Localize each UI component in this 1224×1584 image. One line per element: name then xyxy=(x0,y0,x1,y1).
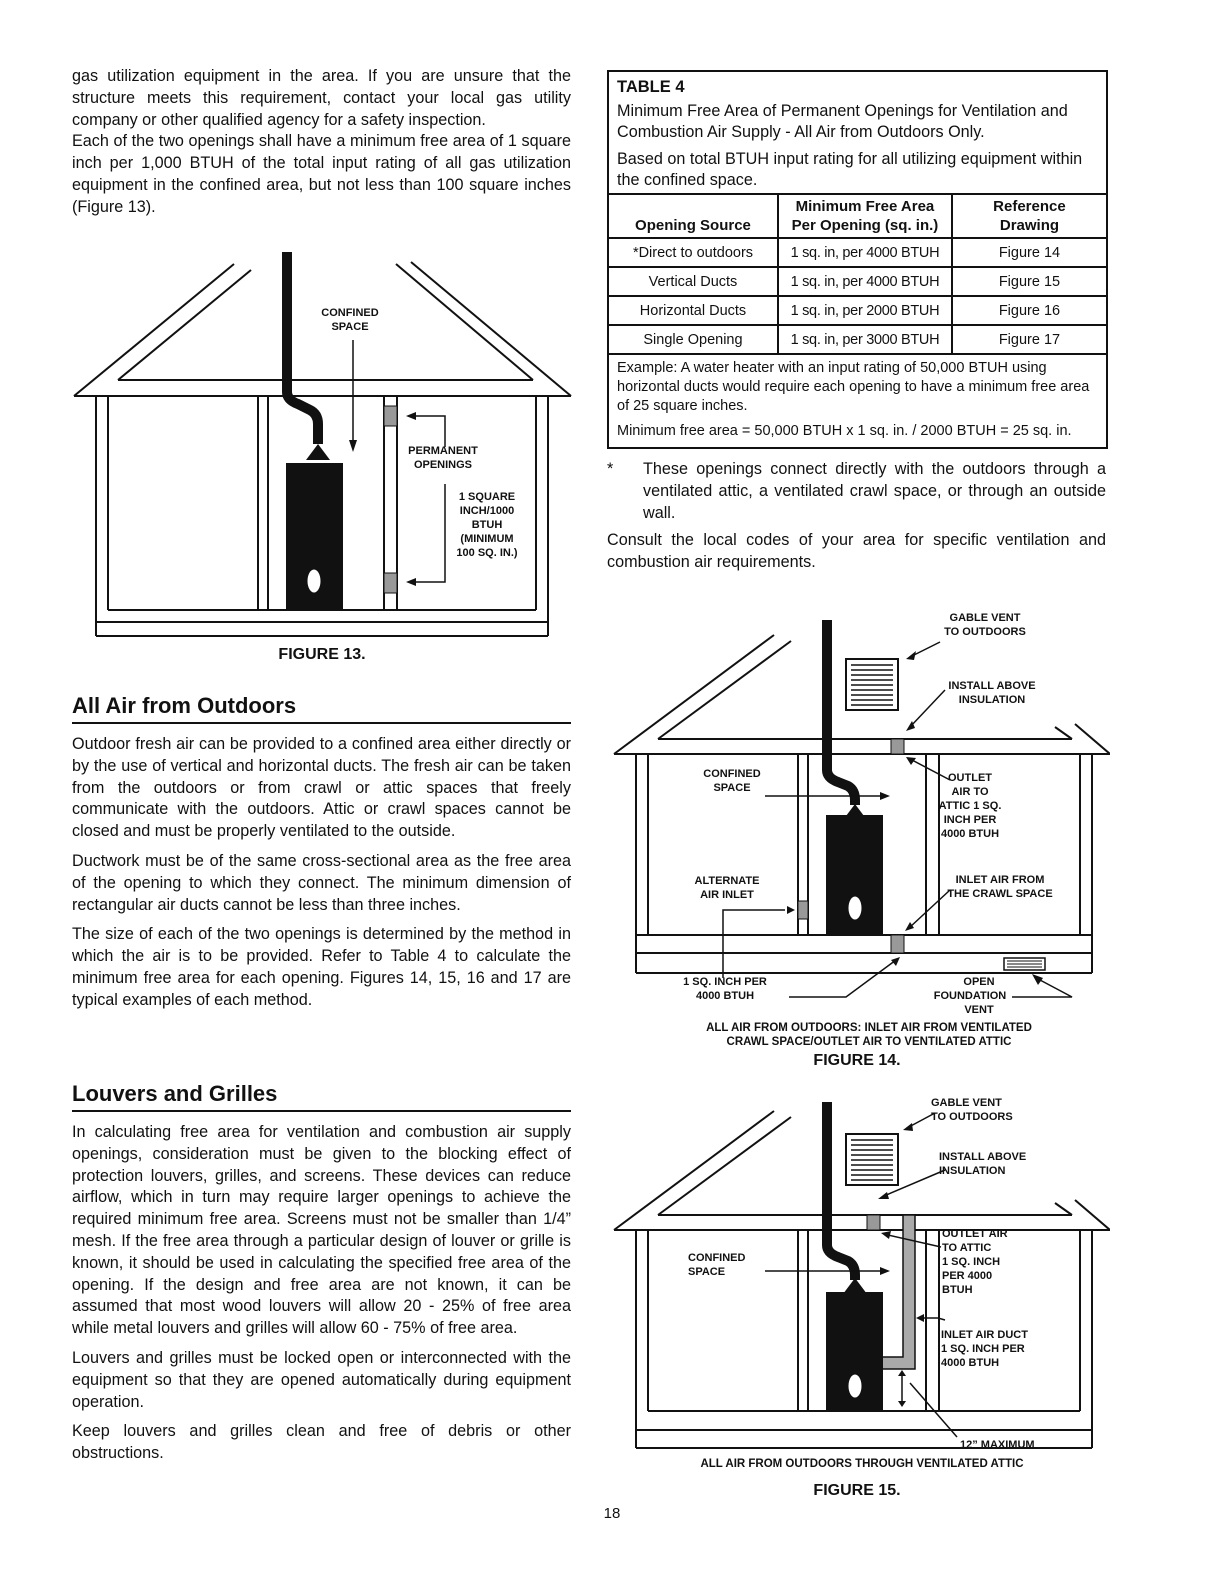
table-header-row xyxy=(609,194,1106,238)
flame-icon xyxy=(848,896,862,920)
intro-paragraph-2: Each of the two openings shall have a minimum free area of 1 square inch per 1,000 BTUH of the total input rating of all gas utilization equipment in the confined area, but not less than 100 square inches (Figure 13). xyxy=(72,132,571,216)
cell-drawing: Figure 17 xyxy=(952,325,1106,354)
label-outlet-2: AIR TO xyxy=(951,786,989,798)
heading-all-air-from-outdoors: All Air from Outdoors xyxy=(72,692,571,724)
figure-14-title: FIGURE 14. xyxy=(813,1052,901,1069)
label-to-outdoors: TO OUTDOORS xyxy=(931,1111,1013,1123)
label-insulation: INSULATION xyxy=(939,1165,1006,1177)
header-min-free-area xyxy=(778,194,952,238)
figure-15-caption: ALL AIR FROM OUTDOORS THROUGH VENTILATED ATTIC xyxy=(700,1458,1024,1470)
label-inlet-air: INLET AIR FROM xyxy=(955,874,1045,886)
label-4000-btuh: 4000 BTUH xyxy=(695,990,755,1002)
label-12-maximum: 12” MAXIMUM xyxy=(960,1439,1035,1451)
cell-area: 1 sq. in, per 4000 BTUH xyxy=(778,238,952,267)
label-size-5: 100 SQ. IN.) xyxy=(456,547,518,559)
section-all-air-from-outdoors xyxy=(72,692,571,1020)
figure-13-drawing xyxy=(72,250,572,650)
table-row xyxy=(609,267,1106,296)
label-size-3: BTUH xyxy=(471,519,503,531)
label-outlet-4: INCH PER xyxy=(943,814,997,826)
permanent-opening-bottom xyxy=(384,573,397,593)
crawl-opening xyxy=(891,935,904,953)
consult-paragraph: Consult the local codes of your area for specific ventilation and combustion air requirements. xyxy=(607,531,1106,572)
figure-14-caption-2: CRAWL SPACE/OUTLET AIR TO VENTILATED ATTIC xyxy=(726,1036,1012,1048)
table-4-basis: Based on total BTUH input rating for all utilizing equipment within the confined space. xyxy=(617,150,1083,189)
label-permanent: PERMANENT xyxy=(408,445,478,457)
louvers-paragraph-1: In calculating free area for ventilation and combustion air supply openings, consideration must be given to the blocking effect of protection louvers, grilles, and screens. These devices can reduce airflow, which in turn may require larger openings to achieve the required minimum free area. Screens must not be smaller than 1/4” mesh. If the free area through a particular design of louver or grille is known, it should be used in calculating the specified free area of the opening. If the design and free area are not known, it can be assumed that most wood louvers will allow 20 - 25% of free area while metal louvers and grilles will allow 60 - 75% of free area. xyxy=(72,1123,571,1338)
table-row xyxy=(609,238,1106,267)
label-confined: CONFINED xyxy=(703,768,761,780)
right-column xyxy=(607,70,1106,582)
left-column xyxy=(72,66,571,227)
label-crawl-space: THE CRAWL SPACE xyxy=(947,888,1053,900)
figure-14-drawing xyxy=(600,605,1110,1050)
all-air-paragraph-1: Outdoor fresh air can be provided to a confined area either directly or by the use of vertical and horizontal ducts. The fresh air can be taken from the outdoors or from crawl or attic spaces that freely communicate with the outdoors. Attic or crawl spaces cannot be closed and must be properly ventilated to the outside. xyxy=(72,735,571,841)
label-outlet-3: 1 SQ. INCH xyxy=(942,1256,1001,1268)
figure-15-drawing xyxy=(600,1085,1110,1475)
figure-13 xyxy=(72,250,572,650)
cell-area: 1 sq. in, per 3000 BTUH xyxy=(778,325,952,354)
label-duct-1: INLET AIR DUCT xyxy=(941,1329,1028,1341)
header-reference-drawing xyxy=(952,194,1106,238)
figure-13-title: FIGURE 13. xyxy=(278,646,366,663)
label-gable-vent: GABLE VENT xyxy=(931,1097,1002,1109)
louvers-paragraph-3: Keep louvers and grilles clean and free of debris or other obstructions. xyxy=(72,1422,571,1463)
alternate-opening xyxy=(798,901,808,919)
cell-source: *Direct to outdoors xyxy=(609,238,778,267)
label-install-above: INSTALL ABOVE xyxy=(939,1151,1027,1163)
all-air-paragraph-2: Ductwork must be of the same cross-sectional area as the free area of the opening to which they connect. The minimum dimension of rectangular air ducts cannot be less than three inches. xyxy=(72,851,571,914)
label-space: SPACE xyxy=(331,321,369,333)
attic-opening xyxy=(891,739,904,754)
footnote-marker: * xyxy=(607,460,614,478)
cell-area: 1 sq. in, per 4000 BTUH xyxy=(778,267,952,296)
label-install-above: INSTALL ABOVE xyxy=(948,680,1036,692)
table-4-example: Example: A water heater with an input rating of 50,000 BTUH using horizontal ducts would require each opening to have a minimum free area of 25 square inches. xyxy=(617,360,1090,414)
label-outlet-2: TO ATTIC xyxy=(942,1242,992,1254)
label-outlet-1: OUTLET xyxy=(948,772,992,784)
all-air-paragraph-3: The size of each of the two openings is determined by the method in which the air is to be provided. Refer to Table 4 to calculate the minimum free area for each opening. Figures 14, 15, 16 and 17 are typical examples of each method. xyxy=(72,925,571,1009)
figure-15 xyxy=(600,1085,1110,1475)
label-openings: OPENINGS xyxy=(413,459,473,471)
label-space: SPACE xyxy=(688,1266,726,1278)
cell-area: 1 sq. in, per 2000 BTUH xyxy=(778,296,952,325)
heading-louvers-and-grilles: Louvers and Grilles xyxy=(72,1080,571,1112)
cell-source: Vertical Ducts xyxy=(609,267,778,296)
figure-14-caption-1: ALL AIR FROM OUTDOORS: INLET AIR FROM VENTILATED xyxy=(706,1022,1032,1034)
label-air-inlet: AIR INLET xyxy=(700,889,754,901)
label-vent: VENT xyxy=(964,1004,994,1016)
attic-opening xyxy=(867,1215,880,1230)
figure-14 xyxy=(600,605,1110,1050)
label-duct-3: 4000 BTUH xyxy=(941,1357,1000,1369)
label-outlet-5: 4000 BTUH xyxy=(940,828,1000,840)
table-4-grid xyxy=(609,193,1106,355)
figure-15-title: FIGURE 15. xyxy=(813,1482,901,1499)
table-4-title: TABLE 4 xyxy=(617,78,685,96)
header-reference-line1: Reference xyxy=(993,198,1066,215)
table-4-description: Minimum Free Area of Permanent Openings for Ventilation and Combustion Air Supply - All Air from Outdoors Only. xyxy=(617,102,1068,141)
label-outlet-4: PER 4000 xyxy=(942,1270,993,1282)
footnote-text: These openings connect directly with the outdoors through a ventilated attic, a ventilated crawl space, or through an outside wall. xyxy=(643,460,1106,522)
flue-pipe xyxy=(287,252,318,444)
label-size-2: INCH/1000 xyxy=(459,505,515,517)
inlet-air-duct xyxy=(879,1215,915,1369)
permanent-opening-top xyxy=(384,406,397,426)
cell-source: Single Opening xyxy=(609,325,778,354)
label-to-outdoors: TO OUTDOORS xyxy=(944,626,1026,638)
label-size-4: (MINIMUM xyxy=(460,533,514,545)
table-row xyxy=(609,325,1106,354)
label-gable-vent: GABLE VENT xyxy=(949,612,1021,624)
label-sq-inch: 1 SQ. INCH PER xyxy=(683,976,767,988)
label-confined: CONFINED xyxy=(688,1252,746,1264)
intro-paragraph-1: gas utilization equipment in the area. If you are unsure that the structure meets this requirement, contact your local gas utility company or other qualified agency for a safety inspection. xyxy=(72,67,571,129)
flue-pipe xyxy=(827,1102,855,1280)
label-confined: CONFINED xyxy=(321,307,379,319)
section-louvers-and-grilles xyxy=(72,1080,571,1473)
label-space: SPACE xyxy=(713,782,751,794)
flue-pipe xyxy=(827,620,855,805)
louvers-paragraph-2: Louvers and grilles must be locked open or interconnected with the equipment so that they are opened automatically during equipment operation. xyxy=(72,1348,571,1411)
header-opening-source: Opening Source xyxy=(609,194,778,238)
label-insulation: INSULATION xyxy=(958,694,1026,706)
table-row xyxy=(609,296,1106,325)
label-size-1: 1 SQUARE xyxy=(458,491,516,503)
label-outlet-1: OUTLET AIR xyxy=(942,1228,1008,1240)
flame-icon xyxy=(307,569,321,593)
page-number: 18 xyxy=(603,1505,621,1522)
label-foundation: FOUNDATION xyxy=(933,990,1007,1002)
table-4-formula: Minimum free area = 50,000 BTUH x 1 sq. in. / 2000 BTUH = 25 sq. in. xyxy=(617,423,1072,439)
header-reference-line2: Drawing xyxy=(999,217,1060,234)
label-outlet-5: BTUH xyxy=(942,1284,973,1296)
cell-drawing: Figure 14 xyxy=(952,238,1106,267)
label-open: OPEN xyxy=(963,976,995,988)
label-alternate: ALTERNATE xyxy=(694,875,760,887)
cell-drawing: Figure 16 xyxy=(952,296,1106,325)
label-outlet-3: ATTIC 1 SQ. xyxy=(938,800,1002,812)
header-min-free-area-line1: Minimum Free Area xyxy=(795,198,935,215)
cell-drawing: Figure 15 xyxy=(952,267,1106,296)
cell-source: Horizontal Ducts xyxy=(609,296,778,325)
footnote xyxy=(607,459,1106,524)
table-4 xyxy=(607,70,1108,449)
header-min-free-area-line2: Per Opening (sq. in.) xyxy=(791,217,939,234)
flame-icon xyxy=(848,1374,862,1398)
label-duct-2: 1 SQ. INCH PER xyxy=(941,1343,1025,1355)
